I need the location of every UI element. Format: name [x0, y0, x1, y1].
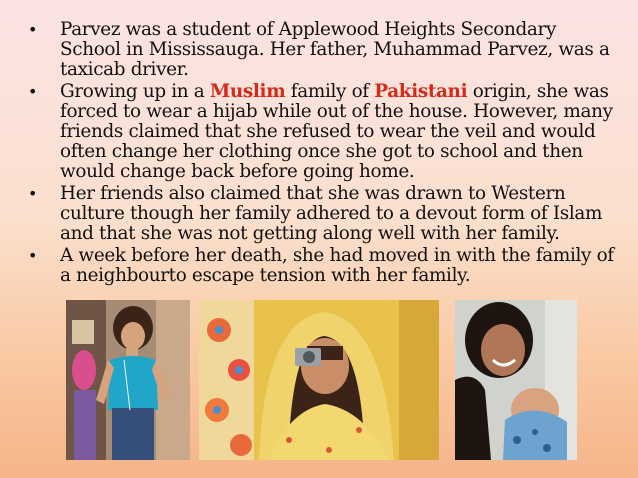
- photo-girl-with-baby: [455, 300, 577, 460]
- highlight-pakistani: Pakistani: [374, 81, 468, 102]
- bullet-text: A week before her death, she had moved in with the family of a neighbourto escape tension with her family.: [60, 245, 614, 286]
- bullet-text-after: origin, she was forced to wear a hijab while out of the house. However, many friends claimed that she refused to wear the veil and would often change her clothing once she got to school and then would change back before going home.: [60, 81, 613, 182]
- bullet-item: [28, 20, 618, 80]
- bullet-item: [28, 184, 618, 244]
- photo-illustration: [199, 300, 439, 460]
- bullet-text-before: Growing up in a: [60, 81, 210, 102]
- photo-illustration: [455, 300, 577, 460]
- bullet-text: Parvez was a student of Applewood Heights Secondary School in Mississauga. Her father, Muhammad Parvez, was a taxicab driver.: [60, 19, 610, 80]
- bullet-glyph: •: [28, 20, 38, 39]
- bullet-item: [28, 82, 618, 182]
- photo-illustration: [66, 300, 190, 460]
- highlight-muslim: Muslim: [209, 81, 286, 102]
- bullet-text: Her friends also claimed that she was drawn to Western culture though her family adhered to a devout form of Islam and that she was not getting along well with her family.: [60, 183, 603, 244]
- photo-girl-mirror-selfie: [66, 300, 190, 460]
- bullet-glyph: •: [28, 82, 38, 101]
- bullet-text-middle: family of: [285, 81, 375, 102]
- bullet-item: [28, 246, 618, 286]
- photo-girl-hood-camera: [199, 300, 439, 460]
- bullet-list: [28, 20, 618, 288]
- bullet-glyph: •: [28, 246, 38, 265]
- bullet-glyph: •: [28, 184, 38, 203]
